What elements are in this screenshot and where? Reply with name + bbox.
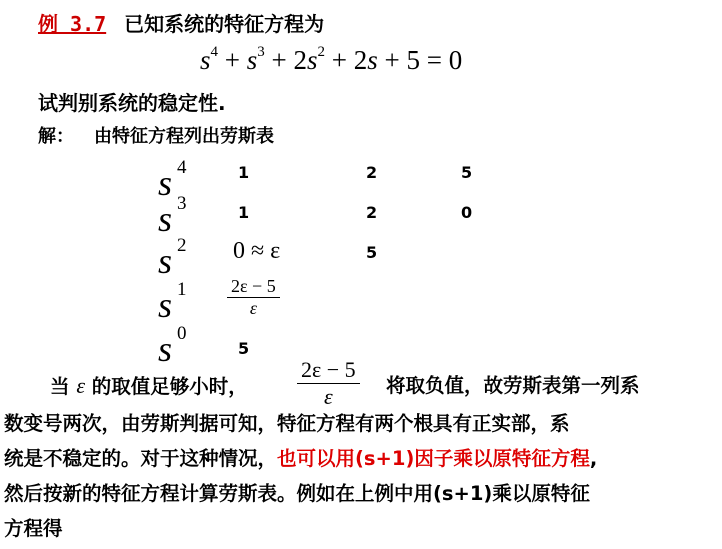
paragraph-line-1-tail: 将取负值，故劳斯表第一列系 bbox=[386, 374, 640, 397]
eq-term-exp: 2 bbox=[317, 44, 326, 60]
characteristic-equation bbox=[200, 44, 462, 76]
paragraph-line-5: 方程得 bbox=[4, 517, 63, 540]
routh-cell: 0 ≈ ε bbox=[233, 238, 281, 264]
para-text: 当 bbox=[50, 375, 70, 398]
fraction-denominator: ε bbox=[323, 384, 333, 409]
epsilon-symbol: ε bbox=[76, 373, 85, 398]
routh-row-var: s bbox=[158, 241, 173, 281]
routh-cell: 1 bbox=[238, 203, 250, 222]
routh-cell: 0 bbox=[461, 203, 473, 222]
example-heading bbox=[38, 8, 324, 37]
example-label: 例 3.7 bbox=[38, 12, 107, 36]
routh-fraction bbox=[227, 276, 280, 319]
paragraph-line-2 bbox=[4, 407, 570, 441]
fraction-denominator: ε bbox=[249, 298, 257, 318]
routh-row-exp: 3 bbox=[177, 193, 187, 214]
solution-text: 由特征方程列出劳斯表 bbox=[94, 126, 274, 147]
para-highlight: 也可以用(s+1)因子乘以原特征方程 bbox=[277, 447, 590, 470]
eq-term-exp: 3 bbox=[257, 44, 265, 60]
eq-term-var: s bbox=[200, 45, 211, 75]
routh-row-var: s bbox=[158, 329, 173, 369]
para-text: 统是不稳定的。对于这种情况， bbox=[4, 447, 278, 470]
fraction-numerator: 2ε − 5 bbox=[301, 357, 356, 382]
paragraph-line-4: 然后按新的特征方程计算劳斯表。例如在上例中用(s+1)乘以原特征 bbox=[4, 482, 590, 505]
eq-term-var: s bbox=[246, 45, 258, 75]
routh-cell: 2 bbox=[366, 203, 378, 222]
routh-row-var: s bbox=[158, 163, 173, 203]
routh-row-var: s bbox=[158, 285, 173, 325]
eq-op: + 2 bbox=[325, 45, 368, 75]
routh-row-exp: 0 bbox=[177, 323, 187, 344]
eq-term-var: s bbox=[367, 45, 378, 75]
paragraph-fraction bbox=[297, 357, 360, 410]
para-text: 特征方程有两个根具有正实部，系 bbox=[277, 412, 570, 435]
eq-term-var: s bbox=[307, 45, 318, 75]
routh-cell: 5 bbox=[461, 163, 473, 182]
example-title: 已知系统的特征方程为 bbox=[124, 12, 325, 36]
eq-tail: + 5 = 0 bbox=[377, 45, 463, 75]
fraction-numerator: 2ε − 5 bbox=[231, 276, 276, 296]
routh-cell: 5 bbox=[366, 243, 378, 262]
solution-line bbox=[38, 122, 274, 148]
para-text: 的取值足够小时， bbox=[91, 375, 248, 398]
routh-cell: 5 bbox=[238, 339, 250, 358]
para-text: 数变号两次，由劳斯判据可知， bbox=[4, 412, 278, 435]
routh-cell: 2 bbox=[366, 163, 378, 182]
routh-row-exp: 2 bbox=[177, 235, 187, 256]
routh-row-exp: 1 bbox=[177, 279, 187, 300]
eq-op: + bbox=[218, 45, 247, 75]
paragraph-line-1 bbox=[50, 369, 248, 404]
eq-term-exp: 4 bbox=[210, 44, 219, 60]
paragraph-line-3 bbox=[4, 442, 597, 476]
routh-row-exp: 4 bbox=[177, 157, 187, 178]
solution-label: 解： bbox=[38, 126, 74, 147]
routh-row-var: s bbox=[158, 199, 173, 239]
routh-cell: 1 bbox=[238, 163, 250, 182]
para-text: , bbox=[589, 447, 598, 470]
question-text: 试判别系统的稳定性. bbox=[38, 91, 226, 115]
eq-op: + 2 bbox=[264, 45, 307, 75]
